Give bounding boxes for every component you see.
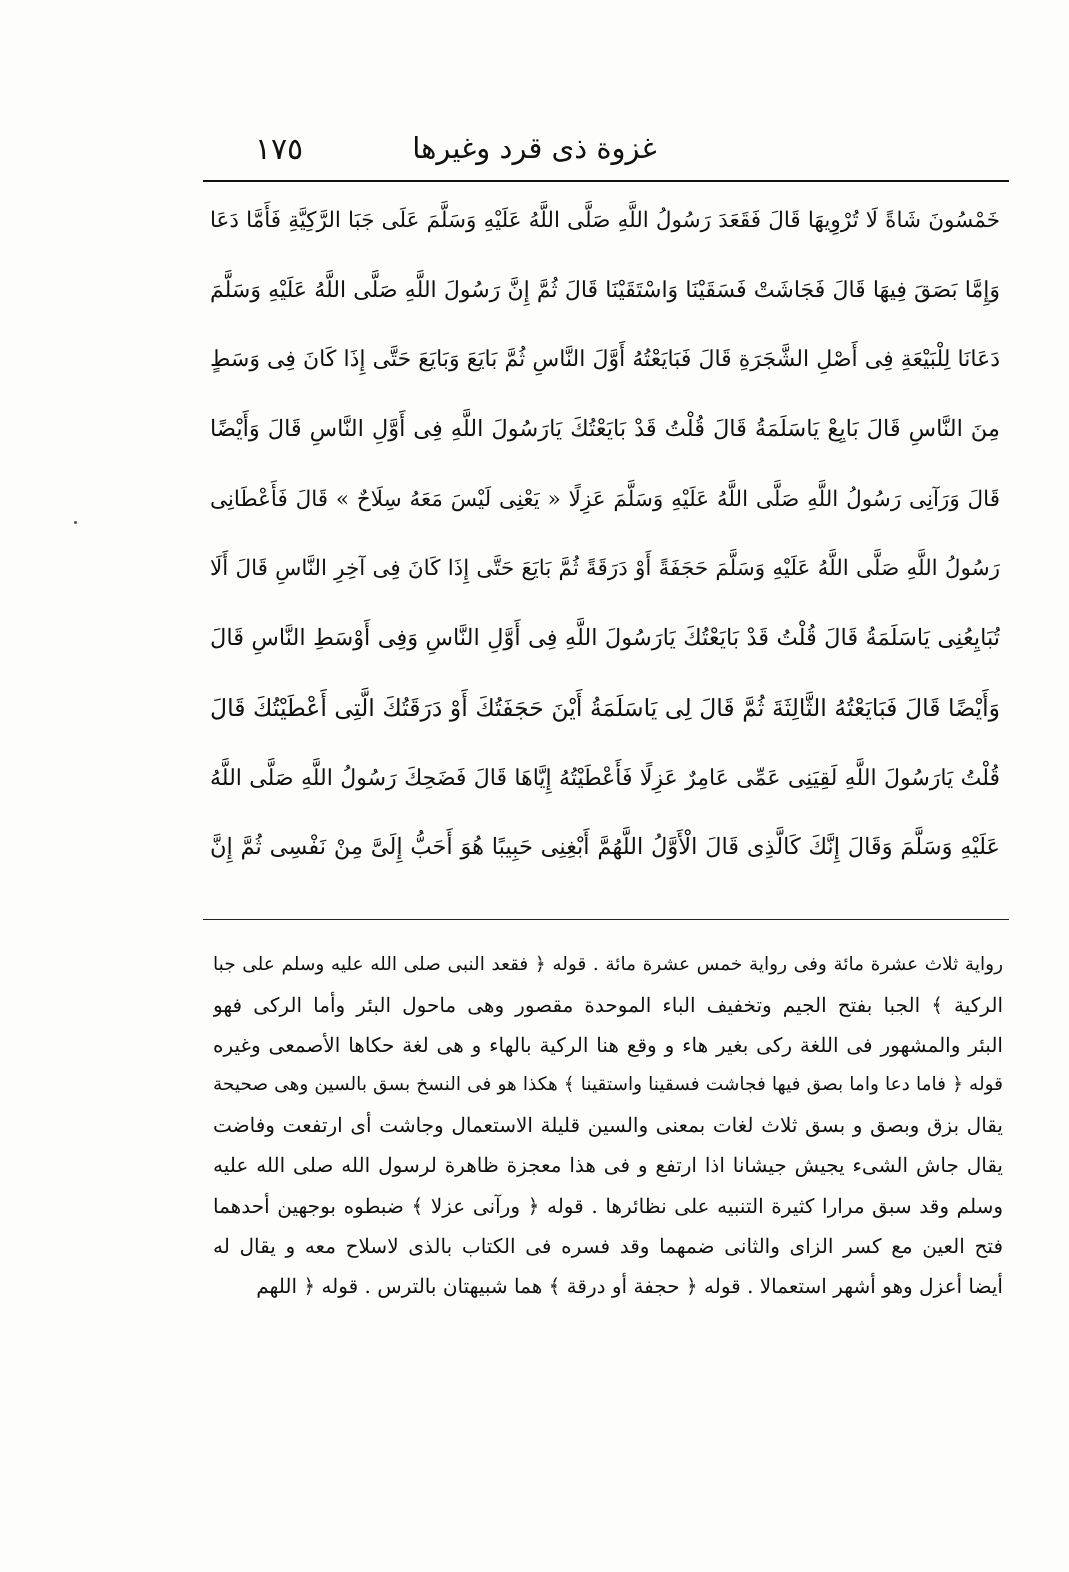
footnote-line: البئر والمشهور فى اللغة ركى بغير هاء و وقع هنا الركية بالهاء و هى لغة حكاها الأصمعى وغيره xyxy=(213,1033,1003,1058)
main-text-line: قُلْتُ يَارَسُولَ اللَّهِ لَقِيَنِى عَمِّى عَامِرٌ عَزِلًا فَأَعْطَيْتُهُ إِيَّاهَا قَالَ فَضَحِكَ رَسُولُ اللَّهِ صَلَّى اللَّهُ xyxy=(210,765,1000,791)
main-text-block xyxy=(210,186,1000,883)
footnote-line: يقال بزق وبصق و بسق ثلاث لغات بمعنى والسين قليلة الاستعمال وجاشت أى ارتفعت وفاضت xyxy=(213,1113,1003,1138)
main-text-line: رَسُولُ اللَّهِ صَلَّى اللَّهُ عَلَيْهِ وَسَلَّمَ حَجَفَةً أَوْ دَرَقَةً ثُمَّ بَايَعَ حَتَّى إِذَا كَانَ فِى آخِرِ النَّاسِ قَالَ أَلَا xyxy=(210,556,1000,582)
header-rule xyxy=(203,180,1009,182)
main-text-line: وَإِمَّا بَصَقَ فِيهَا قَالَ فَجَاشَتْ فَسَقَيْنَا وَاسْتَقَيْنَا قَالَ ثُمَّ إِنَّ رَسُولَ اللَّهِ صَلَّى اللَّهُ عَلَيْهِ وَسَلَّمَ xyxy=(210,277,1000,303)
footnote-line: الركية ﴾ الجبا بفتح الجيم وتخفيف الباء الموحدة مقصور وهى ماحول البئر وأما الركى فهو xyxy=(213,993,1003,1018)
footnotes-block xyxy=(213,945,1003,1306)
scan-speck xyxy=(74,521,77,524)
footnote-line: فتح العين مع كسر الزاى والثانى ضمهما وقد فسره فى الكتاب بالذى لاسلاح معه و يقال له xyxy=(213,1233,1003,1258)
footnote-line: أيضا أعزل وهو أشهر استعمالا . قوله ﴿ حجفة أو درقة ﴾ هما شبيهتان بالترس . قوله ﴿ اللهم xyxy=(256,1273,1003,1298)
main-text-line: عَلَيْهِ وَسَلَّمَ وَقَالَ إِنَّكَ كَالَّذِى قَالَ الْأَوَّلُ اللَّهُمَّ أَبْغِنِى حَبِيبًا هُوَ أَحَبُّ إِلَىَّ مِنْ نَفْسِى ثُمَّ إِنَّ xyxy=(210,834,1000,861)
running-title: غزوة ذى قرد وغيرها xyxy=(412,131,657,165)
main-text-line: تُبَايِعُنِى يَاسَلَمَةُ قَالَ قُلْتُ قَدْ بَايَعْتُكَ يَارَسُولَ اللَّهِ فِى أَوَّلِ النَّاسِ وَفِى أَوْسَطِ النَّاسِ قَالَ xyxy=(210,625,1000,652)
footnote-line: وسلم وقد سبق مرارا كثيرة التنبيه على نظائرها . قوله ﴿ ورآنى عزلا ﴾ ضبطوه بوجهين أحدهما xyxy=(213,1193,1003,1218)
footnote-line: رواية ثلاث عشرة مائة وفى رواية خمس عشرة مائة . قوله ﴿ فقعد النبى صلى الله عليه وسلم على جبا xyxy=(213,954,1003,975)
footnote-rule xyxy=(203,919,1009,920)
main-text-line: خَمْسُونَ شَاةً لَا تُرْوِيهَا قَالَ فَقَعَدَ رَسُولُ اللَّهِ صَلَّى اللَّهُ عَلَيْهِ وَسَلَّمَ عَلَى جَبَا الرَّكِيَّةِ فَأَمَّا دَعَا xyxy=(210,208,1000,233)
main-text-line: قَالَ وَرَآنِى رَسُولُ اللَّهِ صَلَّى اللَّهُ عَلَيْهِ وَسَلَّمَ عَزِلًا « يَعْنِى لَيْسَ مَعَهُ سِلَاحٌ » قَالَ فَأَعْطَانِى xyxy=(210,486,1000,512)
main-text-line: دَعَانَا لِلْبَيْعَةِ فِى أَصْلِ الشَّجَرَةِ قَالَ فَبَايَعْتُهُ أَوَّلَ النَّاسِ ثُمَّ بَايَعَ وَبَايَعَ حَتَّى إِذَا كَانَ فِى وَسَطٍ xyxy=(210,347,1000,373)
main-text-line: وَأَيْضًا قَالَ فَبَايَعْتُهُ الثَّالِثَةَ ثُمَّ قَالَ لِى يَاسَلَمَةُ أَيْنَ حَجَفَتُكَ أَوْ دَرَقَتُكَ الَّتِى أَعْطَيْتُكَ قَالَ xyxy=(210,693,1000,722)
main-text-line: مِنَ النَّاسِ قَالَ بَايِعْ يَاسَلَمَةُ قَالَ قُلْتُ قَدْ بَايَعْتُكَ يَارَسُولَ اللَّهِ فِى أَوَّلِ النَّاسِ قَالَ وَأَيْضًا xyxy=(210,416,1000,443)
footnote-line: قوله ﴿ فاما دعا واما بصق فيها فجاشت فسقينا واستقينا ﴾ هكذا هو فى النسخ بسق بالسين وهى صحيحة xyxy=(213,1074,1003,1096)
page-number: ١٧٥ xyxy=(254,132,304,167)
footnote-line: يقال جاش الشىء يجيش جيشانا اذا ارتفع و فى هذا معجزة ظاهرة لرسول الله صلى الله عليه xyxy=(213,1153,1003,1178)
